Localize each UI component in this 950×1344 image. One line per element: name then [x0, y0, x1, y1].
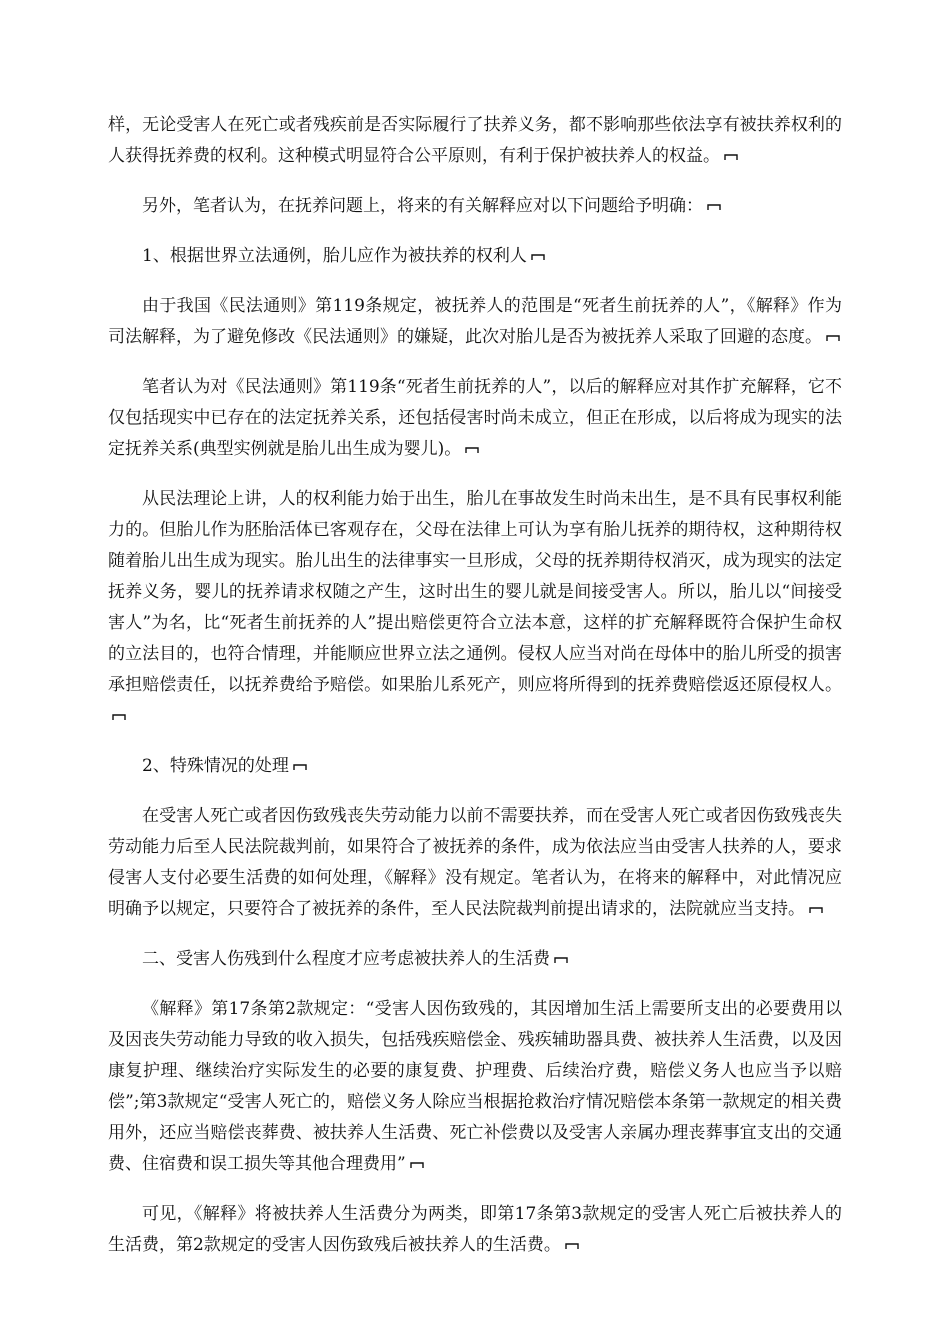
paragraph-mark-icon — [112, 714, 126, 721]
paragraph-mark-icon — [707, 204, 721, 211]
paragraph-6: 从民法理论上讲，人的权利能力始于出生，胎儿在事故发生时尚未出生，是不具有民事权利能力的。但胎儿作为胚胎活体已客观存在，父母在法律上可认为享有胎儿抚养的期待权，这种期待权随着胎儿出生成为现实。胎儿出生的法律事实一旦形成，父母的抚养期待权消灭，成为现实的法定抚养义务，婴儿的抚养请求权随之产生，这时出生的婴儿就是间接受害人。所以，胎儿以“间接受害人”为名，比“死者生前抚养的人”提出赔偿更符合立法本意，这样的扩充解释既符合保护生命权的立法目的，也符合情理，并能顺应世界立法之通例。侵权人应当对尚在母体中的胎儿所受的损害承担赔偿责任，以抚养费给予赔偿。如果胎儿系死产，则应将所得到的抚养费赔偿返还原侵权人。 — [108, 484, 842, 732]
paragraph-8: 在受害人死亡或者因伤致残丧失劳动能力以前不需要扶养，而在受害人死亡或者因伤致残丧失劳动能力后至人民法院裁判前，如果符合了被抚养的条件，成为依法应当由受害人扶养的人，要求侵害人支付必要生活费的如何处理，《解释》没有规定。笔者认为，在将来的解释中，对此情况应明确予以规定，只要符合了被抚养的条件，至人民法院裁判前提出请求的，法院就应当支持。 — [108, 806, 842, 919]
paragraph-5: 笔者认为对《民法通则》第119条“死者生前抚养的人”，以后的解释应对其作扩充解释，它不仅包括现实中已存在的法定抚养关系，还包括侵害时尚未成立，但正在形成，以后将成为现实的法定抚养关系(典型实例就是胎儿出生成为婴儿)。 — [108, 377, 842, 459]
paragraph-9: 二、受害人伤残到什么程度才应考虑被扶养人的生活费 — [108, 944, 842, 975]
paragraph-mark-icon — [410, 1162, 424, 1169]
paragraph-mark-icon — [826, 335, 840, 342]
paragraph-1: 样，无论受害人在死亡或者残疾前是否实际履行了扶养义务，都不影响那些依法享有被扶养权利的人获得抚养费的权利。这种模式明显符合公平原则，有利于保护被扶养人的权益。 — [108, 115, 842, 166]
document-page — [108, 110, 842, 1280]
paragraph-3: 1、根据世界立法通例，胎儿应作为被扶养的权利人 — [108, 241, 842, 272]
paragraph-mark-icon — [724, 154, 738, 161]
paragraph-10: 《解释》第17条第2款规定：“受害人因伤致残的，其因增加生活上需要所支出的必要费用以及因丧失劳动能力导致的收入损失，包括残疾赔偿金、残疾辅助器具费、被扶养人生活费，以及因康复护理、继续治疗实际发生的必要的康复费、护理费、后续治疗费，赔偿义务人也应当予以赔偿”;第3款规定“受害人死亡的，赔偿义务人除应当根据抢救治疗情况赔偿本条第一款规定的相关费用外，还应当赔偿丧葬费、被扶养人生活费、死亡补偿费以及受害人亲属办理丧葬事宜支出的交通费、住宿费和误工损失等其他合理费用” — [108, 999, 842, 1174]
paragraph-11: 可见，《解释》将被扶养人生活费分为两类，即第17条第3款规定的受害人死亡后被扶养人的生活费，第2款规定的受害人因伤致残后被扶养人的生活费。 — [108, 1204, 842, 1255]
paragraph-mark-icon — [293, 764, 307, 771]
paragraph-7: 2、特殊情况的处理 — [108, 751, 842, 782]
paragraph-mark-icon — [809, 907, 823, 914]
paragraph-mark-icon — [465, 447, 479, 454]
paragraph-mark-icon — [554, 957, 568, 964]
paragraph-mark-icon — [565, 1243, 579, 1250]
paragraph-mark-icon — [531, 254, 545, 261]
paragraph-4: 由于我国《民法通则》第119条规定，被抚养人的范围是“死者生前抚养的人”，《解释》作为司法解释，为了避免修改《民法通则》的嫌疑，此次对胎儿是否为被抚养人采取了回避的态度。 — [108, 296, 842, 347]
paragraph-2: 另外，笔者认为，在抚养问题上，将来的有关解释应对以下问题给予明确： — [108, 191, 842, 222]
